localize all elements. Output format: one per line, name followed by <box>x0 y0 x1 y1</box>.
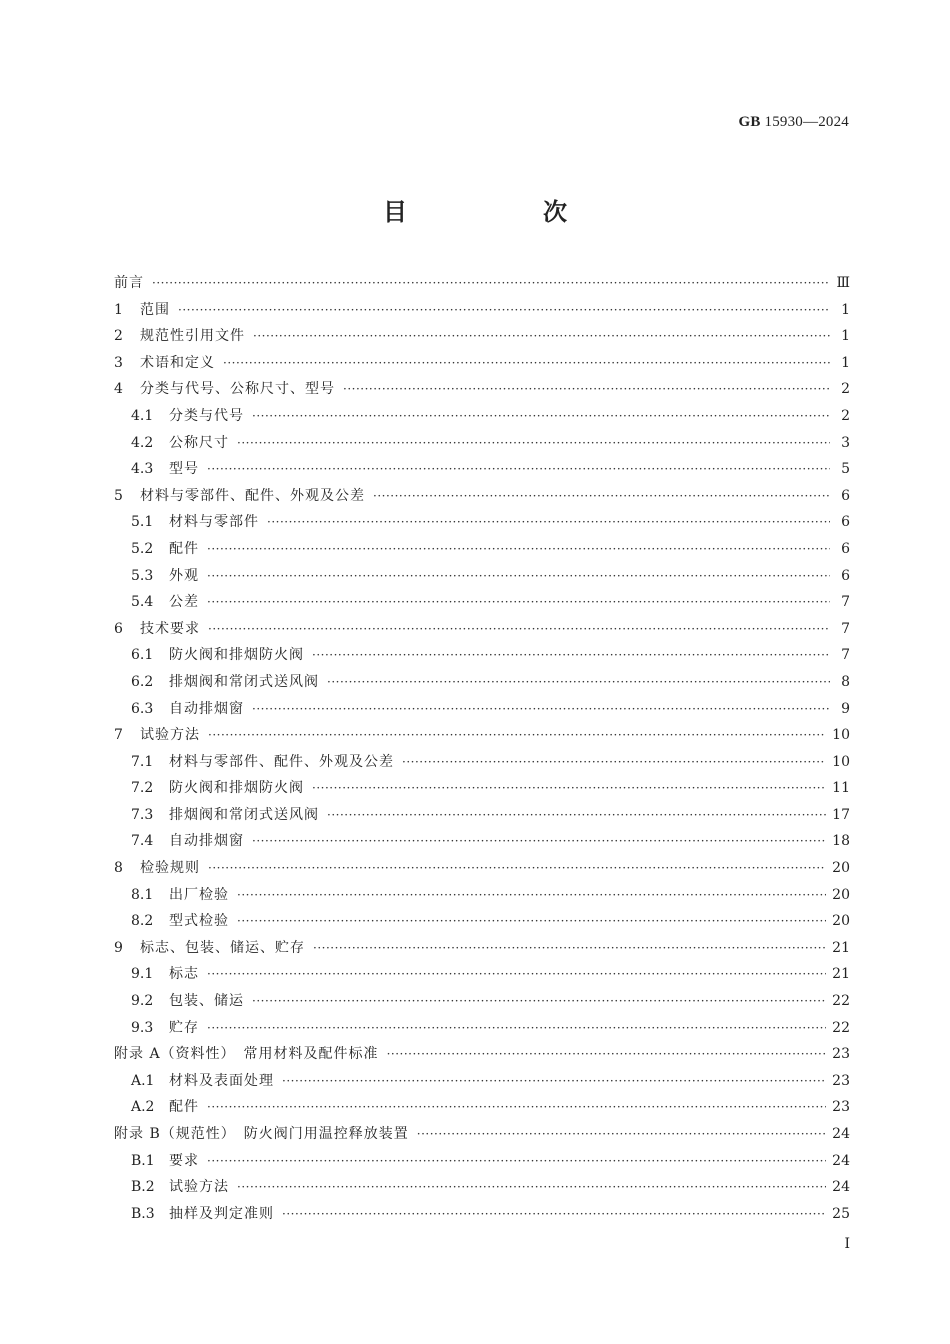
toc-entry-label: 包装、储运 <box>169 993 244 1010</box>
toc-entry-number: 5.4 <box>131 594 154 611</box>
toc-entry-label: 材料与零部件、配件、外观及公差 <box>140 487 365 504</box>
toc-entry-label: 型号 <box>169 461 199 478</box>
toc-entry-page: 2 <box>841 381 850 398</box>
toc-entry-number: B.1 <box>131 1152 155 1169</box>
toc-entry-page: 11 <box>832 780 850 797</box>
toc-entry-label: 出厂检验 <box>169 886 229 903</box>
toc-entry-page: 24 <box>832 1152 850 1169</box>
toc-entry-page: 8 <box>841 673 850 690</box>
toc-dot-leader <box>208 722 826 749</box>
toc-entry-number: 7 <box>114 727 123 744</box>
toc-entry-label: 配件 <box>169 1099 199 1116</box>
toc-entry[interactable] <box>114 802 850 829</box>
toc-entry-label: 公差 <box>169 594 199 611</box>
toc-dot-leader <box>207 961 826 988</box>
toc-entry-label: 材料及表面处理 <box>169 1072 274 1089</box>
toc-dot-leader <box>312 642 830 669</box>
toc-entry-number: 7.3 <box>131 806 154 823</box>
toc-dot-leader <box>343 376 830 403</box>
toc-entry-label: 抽样及判定准则 <box>169 1205 274 1222</box>
toc-entry[interactable] <box>114 509 850 536</box>
toc-dot-leader <box>207 1015 826 1042</box>
toc-dot-leader <box>207 456 830 483</box>
toc-dot-leader <box>252 988 826 1015</box>
toc-dot-leader <box>253 323 830 350</box>
toc-entry-page: 18 <box>832 833 850 850</box>
page-title: 目 次 <box>383 198 623 226</box>
toc-entry-number: 5.1 <box>131 514 154 531</box>
toc-entry-page: 25 <box>832 1205 850 1222</box>
toc-entry-label: 贮存 <box>169 1019 199 1036</box>
toc-entry-label: 标志、包装、储运、贮存 <box>140 939 305 956</box>
toc-dot-leader <box>387 1041 827 1068</box>
toc-dot-leader <box>207 536 830 563</box>
toc-entry-number: A.1 <box>131 1072 155 1089</box>
toc-dot-leader <box>207 563 830 590</box>
toc-entry-label: 自动排烟窗 <box>169 833 244 850</box>
toc-entry-page: 21 <box>832 939 850 956</box>
standard-prefix: GB <box>738 114 761 130</box>
toc-entry-label: 规范性引用文件 <box>140 328 245 345</box>
toc-dot-leader <box>237 1174 826 1201</box>
toc-entry-number: 9.2 <box>131 993 154 1010</box>
toc-entry[interactable] <box>114 882 850 909</box>
toc-entry[interactable] <box>114 323 850 350</box>
toc-dot-leader <box>223 350 830 377</box>
toc-entry[interactable] <box>114 669 850 696</box>
toc-entry-number: 6 <box>114 620 123 637</box>
toc-entry-number: 4.2 <box>131 434 154 451</box>
toc-entry-label: 分类与代号、公称尺寸、型号 <box>140 381 335 398</box>
toc-entry-label: 试验方法 <box>169 1179 229 1196</box>
toc-entry[interactable] <box>114 642 850 669</box>
toc-entry[interactable] <box>114 536 850 563</box>
toc-entry-page: 6 <box>841 567 850 584</box>
toc-entry-page: 6 <box>841 487 850 504</box>
toc-dot-leader <box>237 882 826 909</box>
toc-entry-label: 技术要求 <box>140 620 200 637</box>
toc-entry-page: Ⅲ <box>836 275 850 291</box>
toc-entry-number: 4.3 <box>131 461 154 478</box>
toc-entry-page: 1 <box>841 328 850 345</box>
toc-dot-leader <box>252 828 826 855</box>
toc-dot-leader <box>282 1201 826 1228</box>
toc-entry-number: 3 <box>114 354 123 371</box>
toc-entry-number: 8.2 <box>131 913 154 930</box>
toc-entry-page: 7 <box>841 594 850 611</box>
toc-entry[interactable] <box>114 935 850 962</box>
toc-entry-label: 材料与零部件 <box>169 514 259 531</box>
toc-entry[interactable] <box>114 430 850 457</box>
toc-entry-label: 配件 <box>169 540 199 557</box>
toc-entry-label: 分类与代号 <box>169 407 244 424</box>
toc-entry-number: 6.2 <box>131 673 154 690</box>
toc-dot-leader <box>252 696 830 723</box>
toc-entry-label: 型式检验 <box>169 913 229 930</box>
toc-entry-page: 1 <box>841 301 850 318</box>
toc-entry-page: 20 <box>832 860 850 877</box>
toc-entry-page: 24 <box>832 1126 850 1142</box>
toc-entry-label: 检验规则 <box>140 860 200 877</box>
toc-entry[interactable] <box>114 961 850 988</box>
toc-entry-label: 排烟阀和常闭式送风阀 <box>169 673 319 690</box>
toc-entry-label: 附录 B（规范性） 防火阀门用温控释放装置 <box>114 1126 409 1142</box>
toc-entry-label: 附录 A（资料性） 常用材料及配件标准 <box>114 1046 379 1063</box>
toc-entry-number: 8 <box>114 860 123 877</box>
toc-entry-label: 术语和定义 <box>140 354 215 371</box>
toc-entry[interactable] <box>114 1041 850 1068</box>
toc-entry-label: 试验方法 <box>140 727 200 744</box>
toc-dot-leader <box>267 509 830 536</box>
toc-entry-number: A.2 <box>131 1099 155 1116</box>
toc-entry-page: 9 <box>841 700 850 717</box>
toc-dot-leader <box>178 297 830 324</box>
toc-entry-page: 10 <box>832 727 850 744</box>
toc-dot-leader <box>313 935 826 962</box>
toc-entry-number: 7.4 <box>131 833 154 850</box>
toc-dot-leader <box>208 855 826 882</box>
toc-entry[interactable] <box>114 297 850 324</box>
toc-dot-leader <box>208 616 830 643</box>
toc-entry-page: 1 <box>841 354 850 371</box>
toc-dot-leader <box>373 483 830 510</box>
toc-entry-number: 4 <box>114 381 123 398</box>
toc-entry[interactable] <box>114 828 850 855</box>
toc-entry-number: 8.1 <box>131 886 154 903</box>
toc-dot-leader <box>252 403 830 430</box>
toc-entry-page: 24 <box>832 1179 850 1196</box>
toc-entry[interactable] <box>114 270 850 297</box>
toc-entry-page: 6 <box>841 514 850 531</box>
toc-entry-page: 23 <box>832 1046 850 1063</box>
toc-entry-page: 3 <box>841 434 850 451</box>
toc-entry-number: 7.2 <box>131 780 154 797</box>
toc-entry-label: 自动排烟窗 <box>169 700 244 717</box>
toc-entry-page: 23 <box>832 1099 850 1116</box>
toc-entry-number: 9.1 <box>131 966 154 983</box>
toc-entry-page: 7 <box>841 620 850 637</box>
toc-entry-page: 6 <box>841 540 850 557</box>
toc-entry[interactable] <box>114 403 850 430</box>
toc-entry[interactable] <box>114 1068 850 1095</box>
toc-entry-page: 5 <box>841 461 850 478</box>
toc-entry[interactable] <box>114 1015 850 1042</box>
toc-entry-number: 1 <box>114 301 123 318</box>
toc-entry-page: 7 <box>841 647 850 664</box>
toc-dot-leader <box>327 802 826 829</box>
toc-dot-leader <box>152 270 830 297</box>
toc-entry-label: 前言 <box>114 275 144 291</box>
toc-entry-number: 7.1 <box>131 753 154 770</box>
toc-dot-leader <box>417 1121 826 1148</box>
toc-entry-number: 2 <box>114 328 123 345</box>
toc-entry-label: 材料与零部件、配件、外观及公差 <box>169 753 394 770</box>
toc-entry-page: 2 <box>841 407 850 424</box>
toc-entry[interactable] <box>114 696 850 723</box>
toc-dot-leader <box>327 669 830 696</box>
toc-entry-number: B.2 <box>131 1179 155 1196</box>
toc-entry[interactable] <box>114 988 850 1015</box>
toc-entry-label: 外观 <box>169 567 199 584</box>
toc-entry-page: 23 <box>832 1072 850 1089</box>
toc-entry-number: 6.1 <box>131 647 154 664</box>
toc-entry-number: 6.3 <box>131 700 154 717</box>
toc-entry-label: 要求 <box>169 1152 199 1169</box>
toc-entry[interactable] <box>114 376 850 403</box>
toc-entry-number: 5 <box>114 487 123 504</box>
toc-entry-label: 防火阀和排烟防火阀 <box>169 647 304 664</box>
toc-entry-page: 20 <box>832 913 850 930</box>
toc-entry[interactable] <box>114 1094 850 1121</box>
toc-entry[interactable] <box>114 483 850 510</box>
toc-entry[interactable] <box>114 855 850 882</box>
toc-entry-label: 防火阀和排烟防火阀 <box>169 780 304 797</box>
table-of-contents <box>114 270 850 1227</box>
toc-entry-page: 20 <box>832 886 850 903</box>
toc-entry-number: 9.3 <box>131 1019 154 1036</box>
toc-entry[interactable] <box>114 589 850 616</box>
toc-entry-page: 21 <box>832 966 850 983</box>
toc-dot-leader <box>312 775 826 802</box>
toc-entry[interactable] <box>114 1174 850 1201</box>
toc-entry-number: 5.2 <box>131 540 154 557</box>
toc-entry[interactable] <box>114 775 850 802</box>
toc-dot-leader <box>207 589 830 616</box>
standard-code <box>738 114 849 131</box>
toc-entry-number: 5.3 <box>131 567 154 584</box>
toc-entry-number: 4.1 <box>131 407 154 424</box>
toc-entry-page: 22 <box>832 993 850 1010</box>
toc-entry[interactable] <box>114 749 850 776</box>
toc-entry-page: 17 <box>832 806 850 823</box>
toc-entry-label: 标志 <box>169 966 199 983</box>
toc-entry[interactable] <box>114 456 850 483</box>
toc-entry-label: 范围 <box>140 301 170 318</box>
toc-entry[interactable] <box>114 350 850 377</box>
toc-dot-leader <box>207 1148 826 1175</box>
toc-entry-number: 9 <box>114 939 123 956</box>
toc-dot-leader <box>237 430 830 457</box>
toc-entry-label: 排烟阀和常闭式送风阀 <box>169 806 319 823</box>
toc-entry[interactable] <box>114 563 850 590</box>
toc-entry[interactable] <box>114 1201 850 1228</box>
toc-entry-number: B.3 <box>131 1205 155 1222</box>
toc-entry[interactable] <box>114 1148 850 1175</box>
toc-entry-label: 公称尺寸 <box>169 434 229 451</box>
toc-entry[interactable] <box>114 908 850 935</box>
toc-entry-page: 10 <box>832 753 850 770</box>
toc-dot-leader <box>402 749 826 776</box>
toc-entry-page: 22 <box>832 1019 850 1036</box>
toc-entry[interactable] <box>114 722 850 749</box>
toc-dot-leader <box>207 1094 826 1121</box>
toc-dot-leader <box>282 1068 826 1095</box>
toc-entry[interactable] <box>114 616 850 643</box>
page-number: Ⅰ <box>844 1236 850 1252</box>
toc-dot-leader <box>237 908 826 935</box>
toc-entry[interactable] <box>114 1121 850 1148</box>
standard-number: 15930—2024 <box>764 114 849 130</box>
